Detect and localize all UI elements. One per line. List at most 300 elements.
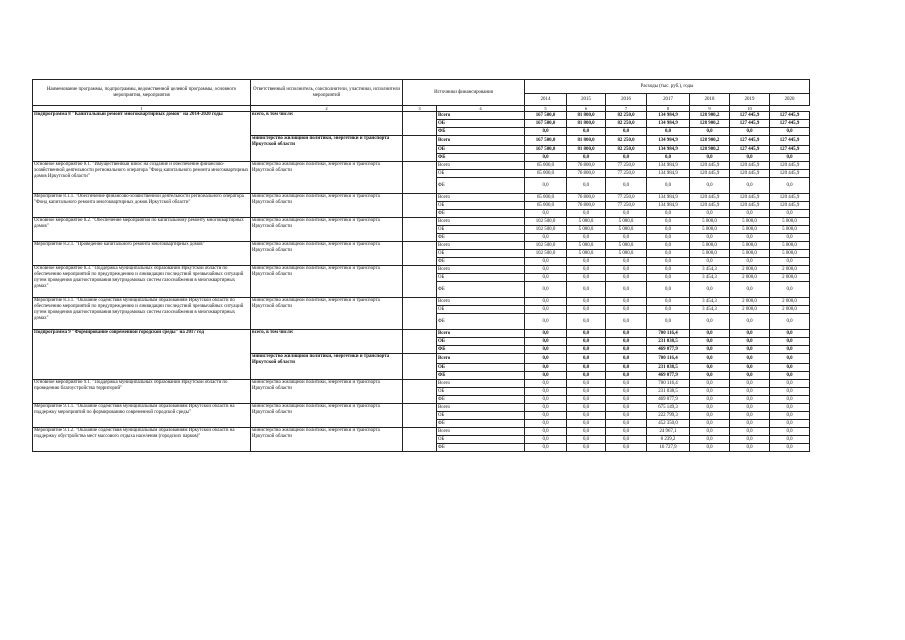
amount-cell: 0,0 [525,314,567,330]
amount-cell: 5 000,0 [770,242,810,250]
funding-source-cell: Всего [437,242,525,250]
amount-cell: 0,0 [606,314,647,330]
amount-cell: 0,0 [567,364,606,372]
amount-cell: 0,0 [730,404,770,412]
amount-cell: 0,0 [647,266,690,274]
amount-cell: 452 350,0 [647,420,690,428]
amount-cell: 0,0 [770,380,810,388]
amount-cell: 0,0 [525,266,567,274]
amount-cell: 0,0 [567,314,606,330]
amount-cell: 77 250,0 [606,162,647,170]
amount-cell: 0,0 [647,128,690,136]
funding-source-cell: ОБ [437,274,525,282]
amount-cell: 2 000,0 [730,266,770,274]
amount-cell: 134 984,9 [647,112,690,120]
amount-cell: 134 984,9 [647,170,690,178]
executor-cell: министерство жилищной политики, энергетики и транспорта Иркутской области [251,380,403,404]
amount-cell: 120 445,9 [690,202,730,210]
funding-source-cell: ФБ [437,420,525,428]
column-index: 10 [730,106,770,112]
amount-cell: 0,0 [606,258,647,266]
funding-source-cell: ФБ [437,372,525,380]
amount-cell: 0,0 [770,314,810,330]
amount-cell: 120 445,9 [730,202,770,210]
amount-cell: 0,0 [690,404,730,412]
amount-cell: 0,0 [690,396,730,404]
funding-source-cell: Всего [437,354,525,364]
amount-cell: 127 445,9 [770,112,810,120]
amount-cell: 0,0 [647,250,690,258]
amount-cell: 0,0 [647,274,690,282]
amount-cell: 76 800,0 [567,162,606,170]
funding-source-cell: ФБ [437,128,525,136]
amount-cell: 82 250,0 [606,120,647,128]
funding-source-cell: Всего [437,112,525,120]
amount-cell: 0,0 [606,420,647,428]
header-name: Наименование программы, подпрограммы, ведомственной целевой программы, основного мероприятия, мероприятия [33,80,251,106]
amount-cell: 0,0 [690,388,730,396]
amount-cell: 0,0 [525,436,567,444]
empty-cell [403,266,437,298]
amount-cell: 0,0 [647,314,690,330]
amount-cell: 127 445,9 [770,146,810,154]
amount-cell: 5 000,0 [690,242,730,250]
amount-cell: 0,0 [606,388,647,396]
column-index: 5 [525,106,567,112]
amount-cell: 0,0 [606,404,647,412]
amount-cell: 134 984,9 [647,194,690,202]
amount-cell: 0,0 [525,428,567,436]
amount-cell: 0,0 [690,338,730,346]
amount-cell: 0,0 [730,346,770,354]
header-year: 2019 [730,94,770,106]
amount-cell: 3 454,3 [690,306,730,314]
table-row [33,298,810,306]
amount-cell: 0,0 [606,444,647,452]
amount-cell: 0,0 [525,364,567,372]
amount-cell: 0,0 [567,396,606,404]
amount-cell: 0,0 [730,380,770,388]
amount-cell: 5 000,0 [690,226,730,234]
amount-cell: 0,0 [690,380,730,388]
amount-cell: 0,0 [525,234,567,242]
amount-cell: 0,0 [690,234,730,242]
amount-cell: 0,0 [730,330,770,338]
amount-cell: 0,0 [690,258,730,266]
funding-source-cell: Всего [437,380,525,388]
amount-cell: 0,0 [525,128,567,136]
amount-cell: 0,0 [730,412,770,420]
amount-cell: 81 800,0 [567,146,606,154]
amount-cell: 0,0 [730,372,770,380]
empty-cell [403,136,437,162]
amount-cell: 0,0 [770,128,810,136]
amount-cell: 0,0 [770,444,810,452]
amount-cell: 127 445,9 [770,120,810,128]
funding-source-cell: ФБ [437,314,525,330]
funding-source-cell: Всего [437,162,525,170]
amount-cell: 0,0 [770,412,810,420]
amount-cell: 0,0 [770,364,810,372]
amount-cell: 0,0 [770,346,810,354]
funding-source-cell: ФБ [437,396,525,404]
executor-cell: министерство жилищной политики, энергетики и транспорта Иркутской области [251,242,403,266]
amount-cell: 76 800,0 [567,194,606,202]
program-name-cell: Основное мероприятие 8.1. "Имущественный взнос на создание и обеспечение финансово-хозяйственной деятельности регионального оператора "Фонд капитального ремонта многоквартирных домов Иркутской области" [33,162,251,194]
amount-cell: 0,0 [647,282,690,298]
amount-cell: 0,0 [606,364,647,372]
amount-cell: 77 250,0 [606,202,647,210]
amount-cell: 0,0 [690,314,730,330]
amount-cell: 0,0 [730,234,770,242]
amount-cell: 0,0 [567,436,606,444]
header-source: Источники финансирования [403,80,525,106]
amount-cell: 0,0 [730,420,770,428]
table-row [33,428,810,436]
amount-cell: 0,0 [567,266,606,274]
amount-cell: 0,0 [730,354,770,364]
funding-source-cell: ФБ [437,178,525,194]
amount-cell: 0,0 [567,306,606,314]
amount-cell: 0,0 [690,154,730,162]
amount-cell: 0,0 [525,396,567,404]
amount-cell: 0,0 [690,128,730,136]
header-year: 2020 [770,94,810,106]
amount-cell: 0,0 [525,412,567,420]
budget-table [32,79,810,452]
amount-cell: 0,0 [730,444,770,452]
amount-cell: 120 445,9 [770,170,810,178]
amount-cell: 0,0 [606,346,647,354]
amount-cell: 0,0 [606,154,647,162]
column-index: 3 [403,106,437,112]
amount-cell: 0,0 [606,436,647,444]
amount-cell: 5 000,0 [567,218,606,226]
amount-cell: 0,0 [730,428,770,436]
amount-cell: 5 000,0 [606,218,647,226]
funding-source-cell: ФБ [437,210,525,218]
header-executor: Ответственный исполнитель, соисполнители, участники, исполнители мероприятий [251,80,403,106]
amount-cell: 2 000,0 [770,298,810,306]
funding-source-cell: Всего [437,428,525,436]
amount-cell: 0,0 [690,364,730,372]
amount-cell: 0,0 [730,154,770,162]
amount-cell: 134 984,9 [647,146,690,154]
amount-cell: 127 445,9 [730,112,770,120]
header-year: 2015 [567,94,606,106]
amount-cell: 5 000,0 [606,226,647,234]
amount-cell: 120 445,9 [770,194,810,202]
amount-cell: 0,0 [647,226,690,234]
amount-cell: 0,0 [730,282,770,298]
table-row [33,218,810,226]
program-name-cell: Мероприятие 8.2.1. "Проведение капитального ремонта многоквартирных домов" [33,242,251,266]
amount-cell: 102 500,0 [525,242,567,250]
budget-document-page [32,79,810,452]
program-name-cell: Мероприятие 8.1.1. "Обеспечение финансово-хозяйственной деятельности регионального оператора "Фонд капитального ремонта многоквартирных домов Иркутской области" [33,194,251,218]
executor-cell: министерство жилищной политики, энергетики и транспорта Иркутской области [251,218,403,242]
amount-cell: 0,0 [525,420,567,428]
amount-cell: 0,0 [690,210,730,218]
amount-cell: 0,0 [770,234,810,242]
amount-cell: 128 900,2 [690,120,730,128]
executor-cell: министерство жилищной политики, энергетики и транспорта Иркутской области [251,194,403,218]
amount-cell: 0,0 [567,154,606,162]
funding-source-cell: ОБ [437,250,525,258]
funding-source-cell: ОБ [437,364,525,372]
amount-cell: 0,0 [647,242,690,250]
amount-cell: 0,0 [770,436,810,444]
amount-cell: 0,0 [606,372,647,380]
amount-cell: 0,0 [525,354,567,364]
amount-cell: 0,0 [690,372,730,380]
amount-cell: 82 250,0 [606,136,647,146]
amount-cell: 167 500,0 [525,112,567,120]
amount-cell: 0,0 [567,420,606,428]
amount-cell: 469 077,9 [647,372,690,380]
program-name-cell: Подпрограмма 9 "Формирование современной городской среды" на 2017 год [33,330,251,380]
amount-cell: 222 799,3 [647,412,690,420]
executor-cell: министерство жилищной политики, энергетики и транспорта Иркутской области [251,354,403,380]
amount-cell: 5 000,0 [730,218,770,226]
amount-cell: 0,0 [770,282,810,298]
amount-cell: 5 000,0 [606,250,647,258]
funding-source-cell: ОБ [437,202,525,210]
funding-source-cell: ОБ [437,120,525,128]
amount-cell: 0,0 [567,338,606,346]
amount-cell: 0,0 [525,306,567,314]
funding-source-cell: ОБ [437,306,525,314]
amount-cell: 134 984,9 [647,120,690,128]
table-row [33,162,810,170]
amount-cell: 700 116,4 [647,330,690,338]
header-expenses: Расходы (тыс. руб.), годы [525,80,810,94]
amount-cell: 0,0 [770,178,810,194]
amount-cell: 231 038,5 [647,338,690,346]
amount-cell: 0,0 [730,128,770,136]
amount-cell: 0,0 [690,444,730,452]
header-year: 2014 [525,94,567,106]
amount-cell: 0,0 [606,128,647,136]
amount-cell: 0,0 [606,396,647,404]
funding-source-cell: Всего [437,330,525,338]
amount-cell: 0,0 [606,338,647,346]
funding-source-cell: Всего [437,136,525,146]
funding-source-cell: ОБ [437,436,525,444]
amount-cell: 134 984,9 [647,202,690,210]
amount-cell: 5 000,0 [690,218,730,226]
amount-cell: 0,0 [606,266,647,274]
program-name-cell: Мероприятие 8.3.1. "Оказание содействия муниципальным образованиям Иркутской области по обеспечению мероприятий по предупреждению и ликвидации последствий чрезвычайных ситуаций путем проведения диагностирования внутридомовых систем газоснабжения в многоквартирных домах" [33,298,251,330]
amount-cell: 0,0 [770,210,810,218]
program-name-cell: Мероприятие 9.1.1. "Оказание содействия муниципальным образованиям Иркутской области на поддержку мероприятий по формированию современной городской среды" [33,404,251,428]
amount-cell: 0,0 [606,274,647,282]
amount-cell: 24 967,1 [647,428,690,436]
amount-cell: 0,0 [567,282,606,298]
amount-cell: 0,0 [730,338,770,346]
amount-cell: 0,0 [567,178,606,194]
amount-cell: 81 800,0 [567,112,606,120]
empty-cell [403,242,437,266]
amount-cell: 120 445,9 [730,194,770,202]
amount-cell: 0,0 [606,210,647,218]
table-row [33,194,810,202]
amount-cell: 5 000,0 [567,250,606,258]
amount-cell: 0,0 [690,428,730,436]
amount-cell: 5 000,0 [567,242,606,250]
amount-cell: 167 500,0 [525,120,567,128]
funding-source-cell: ОБ [437,170,525,178]
empty-cell [403,162,437,194]
amount-cell: 0,0 [690,354,730,364]
amount-cell: 231 038,5 [647,364,690,372]
amount-cell: 0,0 [730,388,770,396]
amount-cell: 120 445,9 [730,170,770,178]
amount-cell: 0,0 [770,330,810,338]
table-row [33,380,810,388]
amount-cell: 0,0 [567,234,606,242]
column-index: 4 [437,106,525,112]
amount-cell: 0,0 [606,354,647,364]
amount-cell: 0,0 [770,154,810,162]
amount-cell: 0,0 [770,420,810,428]
column-index: 7 [606,106,647,112]
amount-cell: 5 000,0 [567,226,606,234]
column-index: 9 [690,106,730,112]
amount-cell: 700 116,4 [647,380,690,388]
amount-cell: 0,0 [567,428,606,436]
amount-cell: 0,0 [525,298,567,306]
amount-cell: 0,0 [730,364,770,372]
amount-cell: 0,0 [567,210,606,218]
amount-cell: 134 984,9 [647,136,690,146]
column-index: 8 [647,106,690,112]
amount-cell: 0,0 [606,306,647,314]
amount-cell: 0,0 [567,258,606,266]
amount-cell: 0,0 [525,404,567,412]
amount-cell: 127 445,9 [730,120,770,128]
amount-cell: 0,0 [567,330,606,338]
amount-cell: 2 000,0 [730,306,770,314]
amount-cell: 65 000,0 [525,202,567,210]
empty-cell [403,354,437,380]
program-name-cell: Мероприятие 9.1.2. "Оказание содействия муниципальным образованиям Иркутской области на поддержку обустройства мест массового отдыха населения (городских парков)" [33,428,251,452]
amount-cell: 102 500,0 [525,218,567,226]
empty-cell [403,380,437,404]
amount-cell: 5 000,0 [606,242,647,250]
header-year: 2016 [606,94,647,106]
amount-cell: 82 250,0 [606,112,647,120]
amount-cell: 5 000,0 [770,226,810,234]
amount-cell: 128 900,2 [690,136,730,146]
amount-cell: 0,0 [770,388,810,396]
amount-cell: 0,0 [730,178,770,194]
table-row [33,242,810,250]
table-row [33,112,810,120]
funding-source-cell: Всего [437,404,525,412]
amount-cell: 0,0 [525,282,567,298]
program-name-cell: Основное мероприятие 8.2. "Обеспечение мероприятий по капитальному ремонту многоквартирных домов" [33,218,251,242]
amount-cell: 0,0 [567,444,606,452]
amount-cell: 0,0 [690,330,730,338]
amount-cell: 0,0 [525,210,567,218]
executor-cell: министерство жилищной политики, энергетики и транспорта Иркутской области [251,298,403,330]
amount-cell: 2 000,0 [770,266,810,274]
amount-cell: 120 445,9 [730,162,770,170]
amount-cell: 0,0 [606,234,647,242]
amount-cell: 127 445,9 [730,146,770,154]
amount-cell: 0,0 [770,428,810,436]
amount-cell: 0,0 [730,396,770,404]
amount-cell: 0,0 [770,354,810,364]
executor-cell: министерство жилищной политики, энергетики и транспорта Иркутской области [251,404,403,428]
funding-source-cell: ОБ [437,146,525,154]
amount-cell: 0,0 [647,234,690,242]
amount-cell: 0,0 [567,346,606,354]
amount-cell: 0,0 [730,314,770,330]
column-index: 1 [33,106,251,112]
funding-source-cell: Всего [437,194,525,202]
amount-cell: 700 116,4 [647,354,690,364]
funding-source-cell: ОБ [437,412,525,420]
amount-cell: 0,0 [647,258,690,266]
amount-cell: 0,0 [567,128,606,136]
column-index: 6 [567,106,606,112]
amount-cell: 0,0 [647,298,690,306]
program-name-cell: Подпрограмма 8 "Капитальный ремонт многоквартирных домов" на 2014-2020 годы [33,112,251,162]
amount-cell: 0,0 [770,404,810,412]
amount-cell: 0,0 [770,258,810,266]
amount-cell: 77 250,0 [606,194,647,202]
executor-cell: министерство жилищной политики, энергетики и транспорта Иркутской области [251,428,403,452]
amount-cell: 128 900,2 [690,112,730,120]
amount-cell: 0,0 [647,210,690,218]
amount-cell: 0,0 [525,444,567,452]
amount-cell: 120 445,9 [690,170,730,178]
amount-cell: 0,0 [567,274,606,282]
amount-cell: 0,0 [567,412,606,420]
amount-cell: 76 800,0 [567,202,606,210]
amount-cell: 0,0 [690,436,730,444]
column-index: 2 [251,106,403,112]
amount-cell: 0,0 [525,388,567,396]
amount-cell: 81 800,0 [567,136,606,146]
empty-cell [403,112,437,136]
amount-cell: 469 077,9 [647,346,690,354]
amount-cell: 0,0 [567,354,606,364]
amount-cell: 5 000,0 [770,250,810,258]
executor-cell: министерство жилищной политики, энергетики и транспорта Иркутской области [251,162,403,194]
amount-cell: 120 445,9 [690,162,730,170]
amount-cell: 102 500,0 [525,250,567,258]
amount-cell: 0,0 [647,154,690,162]
amount-cell: 0,0 [690,412,730,420]
amount-cell: 76 800,0 [567,170,606,178]
executor-cell: всего, в том числе: [251,112,403,136]
program-name-cell: Основное мероприятие 8.3. "Поддержка муниципальных образований Иркутской области по обеспечению мероприятий по предупреждению и ликвидации последствий чрезвычайных ситуаций путем проведения диагностирования внутридомовых систем газоснабжения в многоквартирных домах" [33,266,251,298]
amount-cell: 0,0 [730,258,770,266]
executor-cell: министерство жилищной политики, энергетики и транспорта Иркутской области [251,136,403,162]
amount-cell: 0,0 [647,306,690,314]
empty-cell [403,330,437,354]
amount-cell: 0,0 [567,298,606,306]
amount-cell: 469 077,9 [647,396,690,404]
funding-source-cell: ФБ [437,234,525,242]
amount-cell: 8 239,2 [647,436,690,444]
table-row [33,330,810,338]
amount-cell: 0,0 [525,258,567,266]
amount-cell: 5 000,0 [730,226,770,234]
